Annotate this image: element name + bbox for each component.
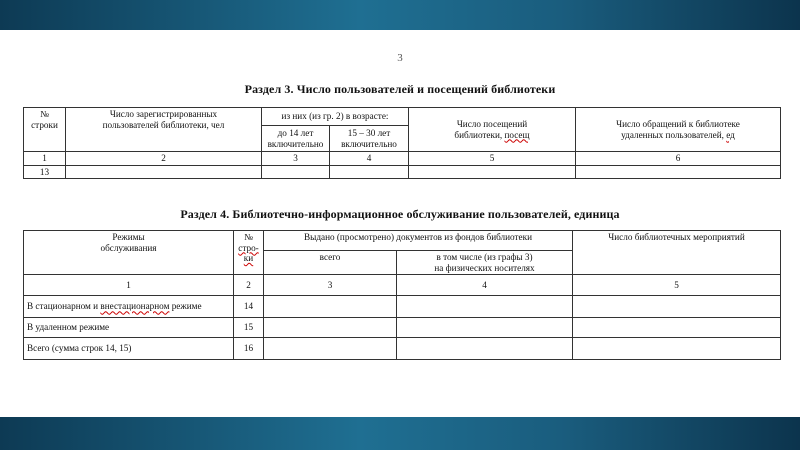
data-cell[interactable] xyxy=(330,165,409,179)
column-number: 1 xyxy=(24,152,66,166)
bottom-banner xyxy=(0,417,800,450)
header-remote-requests: Число обращений к библиотеке удаленных пользователей, ед xyxy=(576,108,781,152)
column-number: 4 xyxy=(330,152,409,166)
data-cell[interactable] xyxy=(397,296,573,318)
row-label: В стационарном и внестационарном режиме xyxy=(24,296,234,318)
header-row-number: № стро- ки xyxy=(234,231,264,275)
header-documents-issued: Выдано (просмотрено) документов из фондов библиотеки xyxy=(264,231,573,251)
data-cell[interactable] xyxy=(397,338,573,360)
table-row xyxy=(24,165,781,179)
header-visits: Число посещений библиотеки, посещ xyxy=(409,108,576,152)
section-4-title: Раздел 4. Библиотечно-информационное обслуживание пользователей, единица xyxy=(180,207,620,221)
header-service-modes: Режимы обслуживания xyxy=(24,231,234,275)
data-cell[interactable] xyxy=(262,165,330,179)
row-number: 15 xyxy=(234,318,264,338)
table-row xyxy=(24,338,781,360)
column-numbers-row xyxy=(24,152,781,166)
table-row xyxy=(24,296,781,318)
column-number: 4 xyxy=(397,275,573,296)
column-numbers-row xyxy=(24,275,781,296)
column-number: 2 xyxy=(66,152,262,166)
section-3-title: Раздел 3. Число пользователей и посещений библиотеки xyxy=(244,82,556,96)
header-age-15-30: 15 – 30 лет включительно xyxy=(330,126,409,152)
column-number: 3 xyxy=(264,275,397,296)
data-cell[interactable] xyxy=(66,165,262,179)
row-label: Всего (сумма строк 14, 15) xyxy=(24,338,234,360)
column-number: 1 xyxy=(24,275,234,296)
data-cell[interactable] xyxy=(573,318,781,338)
data-cell[interactable] xyxy=(397,318,573,338)
header-library-events: Число библиотечных мероприятий xyxy=(573,231,781,275)
row-label: В удаленном режиме xyxy=(24,318,234,338)
document-sheet xyxy=(0,30,800,417)
header-age-group: из них (из гр. 2) в возрасте: xyxy=(262,108,409,126)
column-number: 3 xyxy=(262,152,330,166)
data-cell[interactable] xyxy=(409,165,576,179)
data-cell[interactable] xyxy=(264,338,397,360)
data-cell[interactable] xyxy=(576,165,781,179)
column-number: 5 xyxy=(409,152,576,166)
section-4-table xyxy=(23,230,781,360)
data-cell[interactable] xyxy=(264,318,397,338)
column-number: 5 xyxy=(573,275,781,296)
header-registered-users: Число зарегистрированных пользователей библиотеки, чел xyxy=(66,108,262,152)
data-cell[interactable] xyxy=(264,296,397,318)
header-age-under-14: до 14 лет включительно xyxy=(262,126,330,152)
column-number: 6 xyxy=(576,152,781,166)
data-cell[interactable] xyxy=(573,296,781,318)
header-row-number: № строки xyxy=(24,108,66,152)
table-row xyxy=(24,318,781,338)
column-number: 2 xyxy=(234,275,264,296)
row-number: 14 xyxy=(234,296,264,318)
section-3-table xyxy=(23,107,781,179)
header-total: всего xyxy=(264,251,397,275)
page-number: 3 xyxy=(397,52,403,64)
top-banner xyxy=(0,0,800,30)
header-physical-media: в том числе (из графы 3) на физических носителях xyxy=(397,251,573,275)
data-cell[interactable] xyxy=(573,338,781,360)
row-number: 16 xyxy=(234,338,264,360)
row-number: 13 xyxy=(24,165,66,179)
